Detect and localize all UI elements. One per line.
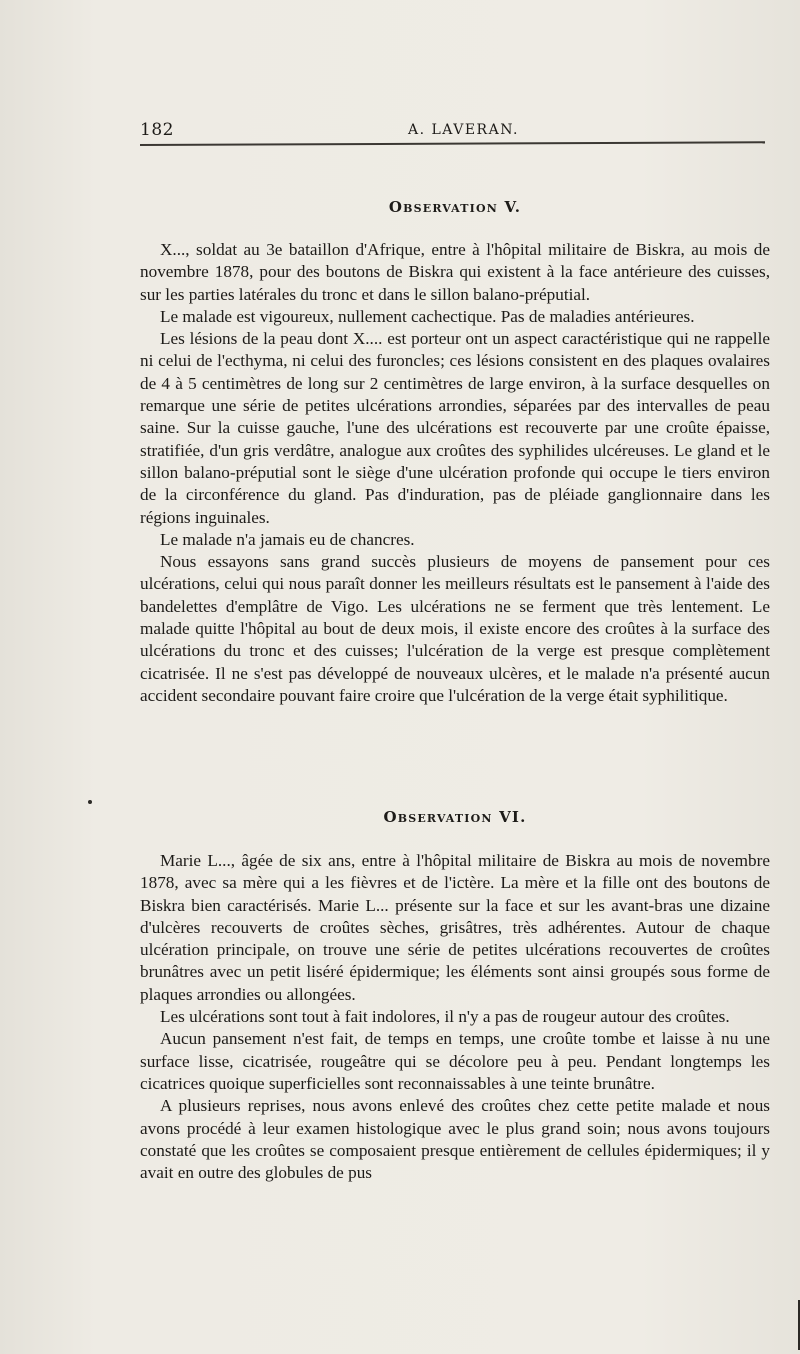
obs5-paragraph-2: Le malade est vigoureux, nullement cachectique. Pas de maladies antérieures. bbox=[160, 306, 695, 326]
observation-vi-body bbox=[140, 850, 770, 1184]
running-head: A. LAVERAN. bbox=[408, 122, 520, 138]
observation-v-section bbox=[140, 198, 770, 216]
page-number: 182 bbox=[140, 120, 174, 140]
obs6-paragraph-1: Marie L..., âgée de six ans, entre à l'hôpital militaire de Biskra au mois de novembre 1878, avec sa mère qui a les fièvres et de l'ictère. La mère et la fille ont des boutons de Biskra bien caractérisés. Marie L... présente sur la face et sur les avant-bras une dizaine d'ulcères recouverts de croûtes sèches, grisâtres, très adhérentes. Autour de chaque ulcération principale, on trouve une série de petites ulcérations recouvertes de croûtes brunâtres avec un petit liséré épidermique; les éléments sont ainsi groupés sous forme de plaques arrondies ou allongées. bbox=[140, 851, 770, 1004]
obs5-paragraph-1: X..., soldat au 3e bataillon d'Afrique, entre à l'hôpital militaire de Biskra, au mois de novembre 1878, pour des boutons de Biskra qui existent à la face antérieure des cuisses, sur les parties latérales du tronc et dans le sillon balano-préputial. bbox=[140, 240, 770, 304]
observation-v-body bbox=[140, 239, 770, 707]
obs5-paragraph-4: Le malade n'a jamais eu de chancres. bbox=[160, 529, 415, 549]
observation-vi-section bbox=[140, 808, 770, 826]
observation-vi-title: Observation VI. bbox=[383, 808, 527, 826]
obs5-paragraph-3: Les lésions de la peau dont X.... est porteur ont un aspect caractéristique qui ne rappelle ni celui de l'ecthyma, ni celui des furoncles; ces lésions consistent en des plaques ovalaires de 4 à 5 centimètres de long sur 2 centimètres de large environ, à la surface desquelles on remarque une série de petites ulcérations arrondies, séparées par des intervalles de peau saine. Sur la cuisse gauche, l'une des ulcérations est recouverte par une croûte épaisse, stratifiée, d'un gris verdâtre, analogue aux croûtes des syphilides ulcéreuses. Le gland et le sillon balano-préputial sont le siège d'une ulcération profonde qui occupe le tiers environ de la circonférence du gland. Pas d'induration, pas de pléiade ganglionnaire dans les régions inguinales. bbox=[140, 329, 770, 527]
observation-v-title: Observation V. bbox=[388, 198, 522, 216]
header-rule bbox=[140, 141, 765, 146]
page-header bbox=[140, 120, 770, 150]
obs5-paragraph-5: Nous essayons sans grand succès plusieurs de moyens de pansement pour ces ulcérations, celui qui nous paraît donner les meilleurs résultats est le pansement à l'aide des bandelettes d'emplâtre de Vigo. Les ulcérations ne se ferment que très lentement. Le malade quitte l'hôpital au bout de deux mois, il existe encore des croûtes à la surface des ulcérations du tronc et des cuisses; l'ulcération de la verge est presque complètement cicatrisée. Il ne s'est pas développé de nouveaux ulcères, et le malade n'a présenté aucun accident secondaire pouvant faire croire que l'ulcération de la verge était syphilitique. bbox=[140, 552, 770, 705]
obs6-paragraph-4: A plusieurs reprises, nous avons enlevé des croûtes chez cette petite malade et nous avons procédé à leur examen histologique avec le plus grand soin; nous avons toujours constaté que les croûtes se composaient presque entièrement de cellules épidermiques; il y avait en outre des globules de pus bbox=[140, 1096, 770, 1183]
ink-speck bbox=[88, 800, 92, 804]
obs6-paragraph-3: Aucun pansement n'est fait, de temps en temps, une croûte tombe et laisse à nu une surface lisse, cicatrisée, rougeâtre qui se décolore peu à peu. Pendant longtemps les cicatrices quoique superficielles sont reconnaissables à une teinte brunâtre. bbox=[140, 1029, 770, 1093]
obs6-paragraph-2: Les ulcérations sont tout à fait indolores, il n'y a pas de rougeur autour des croûtes. bbox=[160, 1007, 730, 1027]
